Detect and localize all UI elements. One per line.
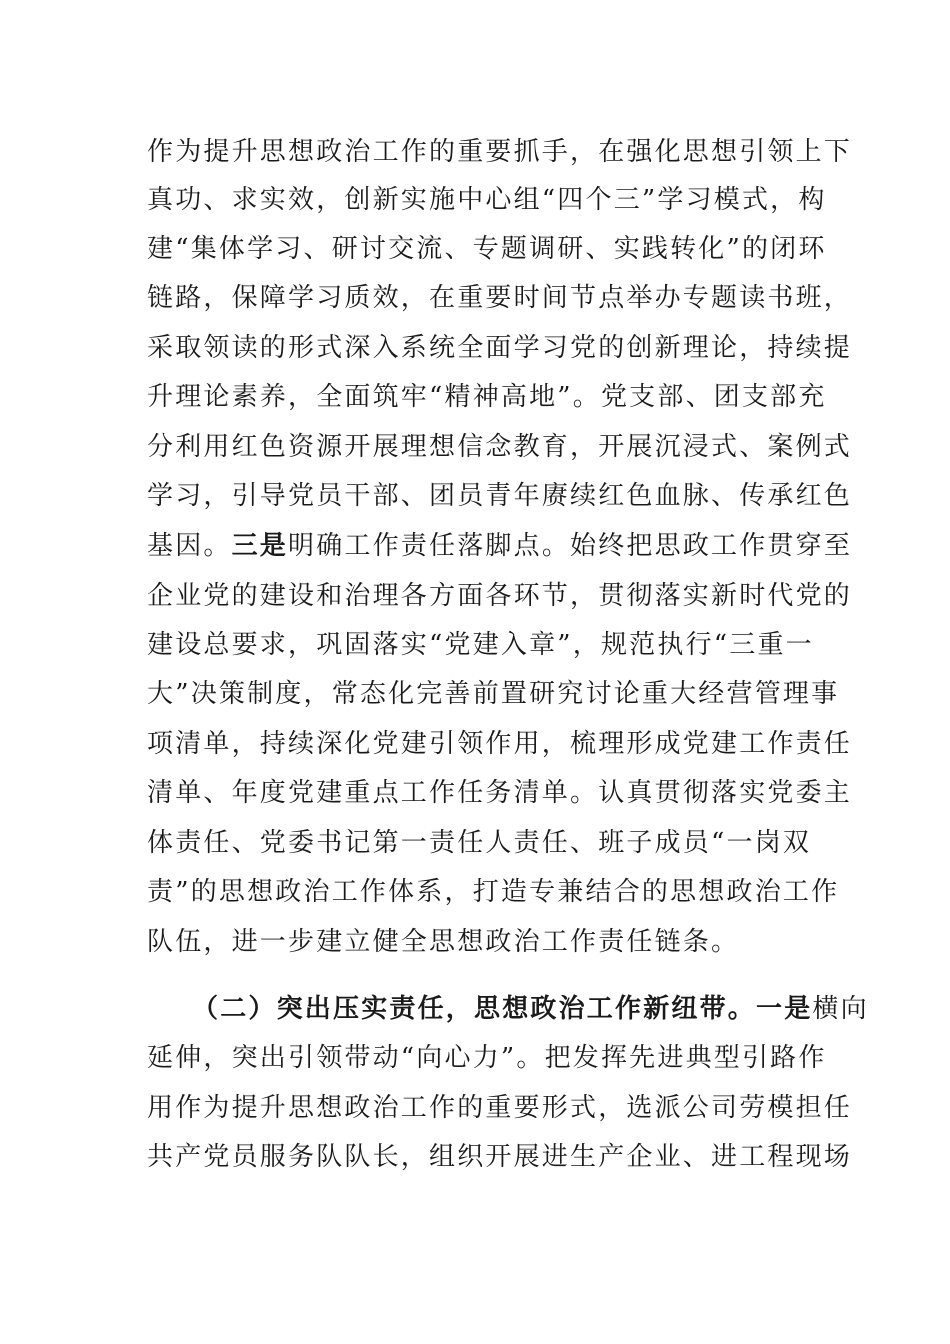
text-line (147, 323, 853, 373)
text-run: 体责任、党委书记第一责任人责任、班子成员“一岗双 (147, 828, 812, 858)
text-line (147, 372, 827, 422)
text-line (147, 175, 827, 225)
text-line (147, 1033, 827, 1083)
text-line (147, 273, 853, 323)
text-run: 责”的思想政治工作体系，打造专兼结合的思想政治工作 (147, 877, 840, 907)
text-run: 用作为提升思想政治工作的重要形式，选派公司劳模担任 (147, 1093, 853, 1123)
text-run: 清单、年度党建重点工作任务清单。认真贯彻落实党委主 (147, 778, 853, 808)
text-run: 建“集体学习、研讨交流、专题调研、实践转化”的闭环 (147, 234, 827, 264)
text-line (147, 620, 814, 670)
text-line (147, 521, 853, 571)
bold-heading-run: 一是 (756, 994, 813, 1024)
section-heading: （二）突出压实责任，思想政治工作新纽带。 (192, 994, 757, 1024)
text-run: 队伍，进一步建立健全思想政治工作责任链条。 (147, 927, 740, 957)
text-line (147, 917, 807, 967)
text-line (147, 719, 853, 769)
text-line (147, 224, 827, 274)
text-run: 链路，保障学习质效，在重要时间节点举办专题读书班， (147, 283, 853, 313)
text-run: 延伸，突出引领带动“向心力”。把发挥先进典型引路作 (147, 1043, 827, 1073)
text-line (147, 768, 853, 818)
text-run: 共产党员服务队队长，组织开展进生产企业、进工程现场 (147, 1142, 853, 1172)
text-line (147, 471, 853, 521)
text-run: 基因。 (147, 531, 232, 561)
section-heading-line (192, 984, 869, 1034)
text-run: 分利用红色资源开展理想信念教育，开展沉浸式、案例式 (147, 432, 853, 462)
text-run: 横向 (812, 994, 869, 1024)
text-line (147, 422, 853, 472)
text-run: 作为提升思想政治工作的重要抓手，在强化思想引领上下 (147, 137, 853, 167)
text-run: 明确工作责任落脚点。始终把思政工作贯穿至 (288, 531, 853, 561)
text-run: 真功、求实效，创新实施中心组“四个三”学习模式，构 (147, 185, 827, 215)
text-run: 建设总要求，巩固落实“党建入章”，规范执行“三重一 (147, 630, 814, 660)
text-line (147, 1083, 853, 1133)
text-line (147, 1132, 853, 1182)
text-line (147, 127, 853, 177)
text-line (147, 571, 853, 621)
bold-heading-run: 三是 (231, 531, 289, 561)
text-line (147, 867, 840, 917)
text-run: 项清单，持续深化党建引领作用，梳理形成党建工作责任 (147, 729, 853, 759)
text-line (147, 669, 840, 719)
text-line (147, 818, 812, 868)
text-run: 大”决策制度，常态化完善前置研究讨论重大经营管理事 (147, 679, 840, 709)
text-run: 升理论素养，全面筑牢“精神高地”。党支部、团支部充 (147, 382, 827, 412)
text-run: 企业党的建设和治理各方面各环节，贯彻落实新时代党的 (147, 581, 853, 611)
text-run: 采取领读的形式深入系统全面学习党的创新理论，持续提 (147, 333, 853, 363)
text-run: 学习，引导党员干部、团员青年赓续红色血脉、传承红色 (147, 481, 853, 511)
